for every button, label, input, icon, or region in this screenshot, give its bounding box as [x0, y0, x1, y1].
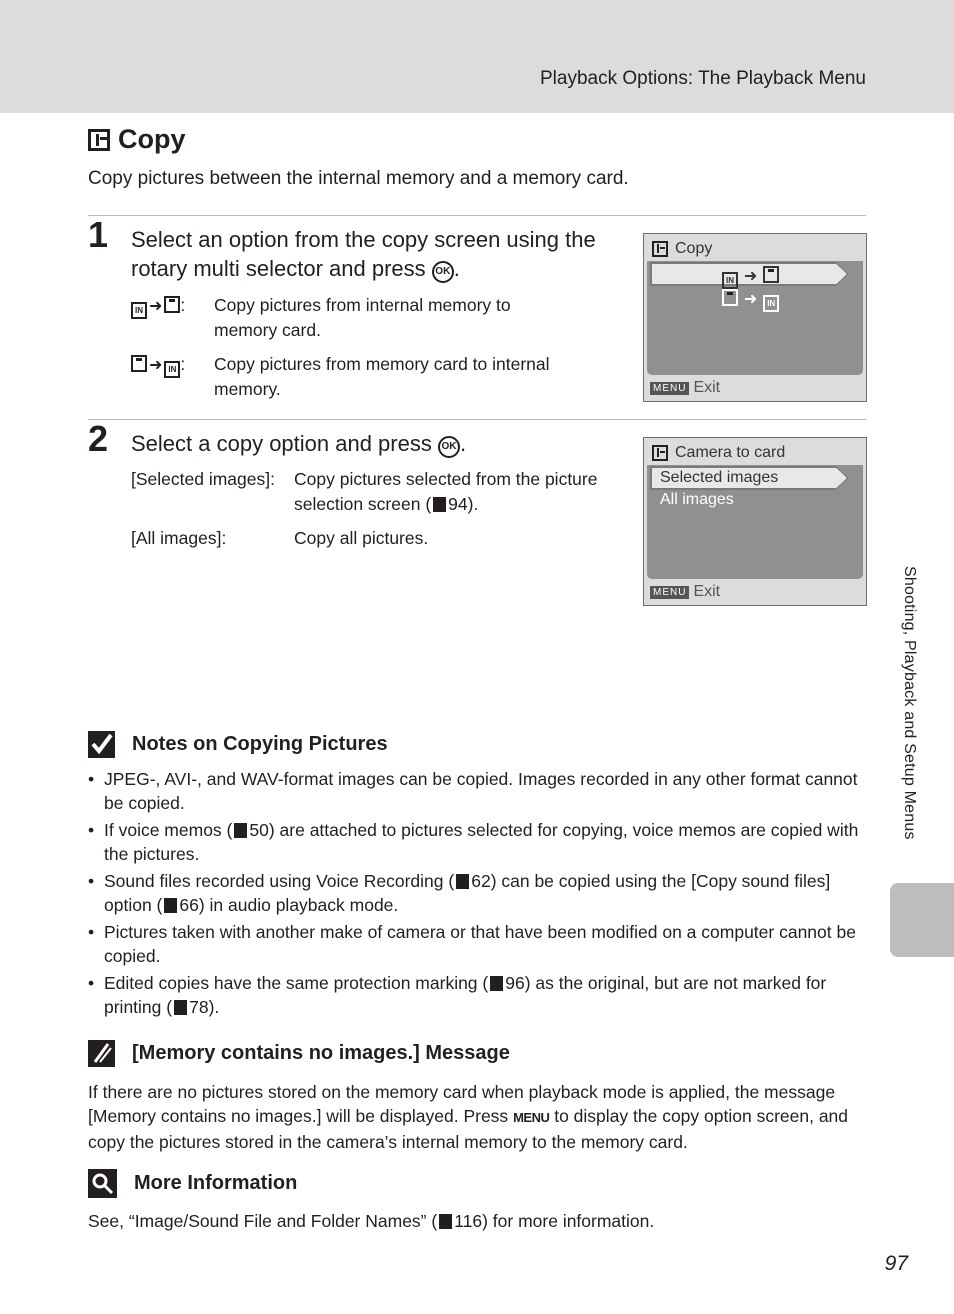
check-note-icon [88, 731, 115, 758]
page-reference-icon [456, 874, 469, 889]
separator: : [180, 354, 186, 374]
notes-list [88, 767, 866, 1022]
text: ) for more information. [482, 1211, 655, 1231]
section-tab [890, 883, 954, 957]
page-title-text: Copy [118, 124, 186, 154]
internal-memory-icon: IN [164, 361, 180, 378]
step-1-number: 1 [88, 214, 109, 255]
camera-screen-camera-to-card [643, 437, 867, 606]
screen-exit[interactable] [650, 379, 720, 397]
memory-card-icon [722, 289, 738, 306]
text: ) can be copied using the [Copy sound files] option ( [104, 871, 831, 915]
text: ) as the original, but are not marked for printing ( [104, 973, 827, 1017]
step-1-option-icons-1 [131, 293, 185, 319]
step-2-text-selected [294, 467, 629, 517]
menu-button-icon: MENU [650, 382, 689, 395]
arrow-right-icon: ➜ [743, 268, 758, 285]
screen-exit[interactable] [650, 583, 720, 601]
step-2-title-text: Select a copy option and press [131, 431, 432, 456]
page-ref: 116 [454, 1211, 483, 1231]
screen-title-text: Copy [675, 240, 713, 257]
menu-button-icon: MENU [650, 586, 689, 599]
more-info-text [88, 1209, 654, 1234]
memory-message-heading-text: [Memory contains no images.] Message [132, 1042, 510, 1064]
list-item [88, 971, 866, 1019]
page-reference-icon [164, 898, 177, 913]
page-reference-icon [234, 823, 247, 838]
option-card-to-internal[interactable] [722, 289, 779, 312]
arrow-right-icon: ➜ [149, 357, 163, 374]
step-2-title [131, 429, 466, 458]
menu-button-icon: MENU [513, 1110, 550, 1125]
memory-message-text [88, 1080, 866, 1154]
more-info-heading-text: More Information [134, 1172, 298, 1194]
copy-icon [652, 241, 668, 257]
text: Pictures taken with another make of camera or that have been modified on a computer cannot be copied. [104, 922, 856, 966]
exit-label: Exit [693, 379, 721, 396]
step-1-option-icons-2 [131, 352, 185, 378]
step-2-number: 2 [88, 418, 109, 459]
list-item [88, 869, 866, 917]
text: Copy pictures selected from the picture selection screen ( [294, 469, 598, 514]
step-2-text-all: Copy all pictures. [294, 528, 429, 548]
header-band [0, 0, 954, 113]
step-2-label-all: [All images]: [131, 528, 227, 548]
step-1-option-text-2: Copy pictures from memory card to internal memory. [214, 354, 550, 399]
page-reference-icon [433, 497, 446, 512]
memory-card-icon [763, 266, 779, 283]
text: ). [208, 997, 220, 1017]
notes-heading-text: Notes on Copying Pictures [132, 733, 388, 755]
step-2-label-selected: [Selected images]: [131, 469, 275, 489]
internal-memory-icon: IN [131, 302, 147, 319]
page-ref: 66 [179, 895, 199, 915]
text: ) are attached to pictures selected for copying, voice memos are copied with the pictures. [104, 820, 859, 864]
pencil-note-icon [88, 1040, 115, 1067]
text: If there are no pictures stored on the memory card when playback mode is applied, the message [Memory contains no images.] will be displayed. Press [88, 1082, 836, 1126]
step-1-title-end: . [453, 256, 460, 281]
separator: : [180, 295, 186, 315]
list-item [88, 767, 866, 815]
magnifier-reference-icon [88, 1169, 117, 1198]
divider [88, 215, 866, 216]
page-reference-icon [174, 1000, 187, 1015]
memory-card-icon [164, 296, 180, 313]
text: Edited copies have the same protection marking ( [104, 973, 489, 993]
arrow-right-icon: ➜ [149, 298, 163, 315]
page-title [88, 124, 186, 155]
page-ref: 78 [189, 997, 209, 1017]
text: to display the copy option screen, and copy the pictures stored in the camera’s internal memory to the memory card. [88, 1106, 849, 1152]
page-reference-icon [439, 1214, 452, 1229]
camera-screen-copy [643, 233, 867, 402]
exit-label: Exit [693, 583, 721, 600]
screen-title-text: Camera to card [675, 444, 786, 461]
text: See, “Image/Sound File and Folder Names” ( [88, 1211, 438, 1231]
page-number: 97 [884, 1252, 908, 1275]
page-intro: Copy pictures between the internal memory and a memory card. [88, 168, 629, 189]
menu-item-all-images[interactable]: All images [660, 491, 734, 508]
arrow-right-icon: ➜ [743, 291, 758, 308]
text: If voice memos ( [104, 820, 233, 840]
text: JPEG-, AVI-, and WAV-format images can be copied. Images recorded in any other format cannot be copied. [104, 769, 858, 813]
page-ref: 94 [448, 494, 468, 514]
text: ) in audio playback mode. [198, 895, 399, 915]
screen-title [652, 240, 712, 258]
step-1-title [131, 225, 611, 283]
page-ref: 62 [471, 871, 491, 891]
copy-icon [88, 129, 110, 151]
list-item [88, 818, 866, 866]
page-ref: 96 [505, 973, 525, 993]
step-1-option-text-1: Copy pictures from internal memory to memory card. [214, 295, 511, 340]
divider [88, 419, 866, 420]
screen-title [652, 444, 785, 462]
memory-message-heading [88, 1040, 510, 1067]
menu-item-selected-images[interactable]: Selected images [660, 469, 779, 486]
text: Sound files recorded using Voice Recording ( [104, 871, 455, 891]
sidebar-section-label: Shooting, Playback and Setup Menus [901, 566, 918, 840]
more-info-heading [88, 1169, 297, 1198]
step-1-title-text: Select an option from the copy screen using the rotary multi selector and press [131, 227, 596, 281]
list-item [88, 920, 866, 968]
internal-memory-icon: IN [722, 272, 738, 289]
header-title: Playback Options: The Playback Menu [540, 68, 866, 89]
step-2-title-end: . [459, 431, 467, 456]
page-ref: 50 [249, 820, 269, 840]
page-reference-icon [490, 976, 503, 991]
text: ). [467, 494, 479, 514]
memory-card-icon [131, 355, 147, 372]
ok-button-icon: OK [438, 436, 460, 458]
internal-memory-icon: IN [763, 295, 779, 312]
ok-button-icon: OK [432, 261, 454, 283]
notes-heading [88, 731, 388, 758]
copy-icon [652, 445, 668, 461]
option-internal-to-card[interactable] [722, 266, 779, 289]
